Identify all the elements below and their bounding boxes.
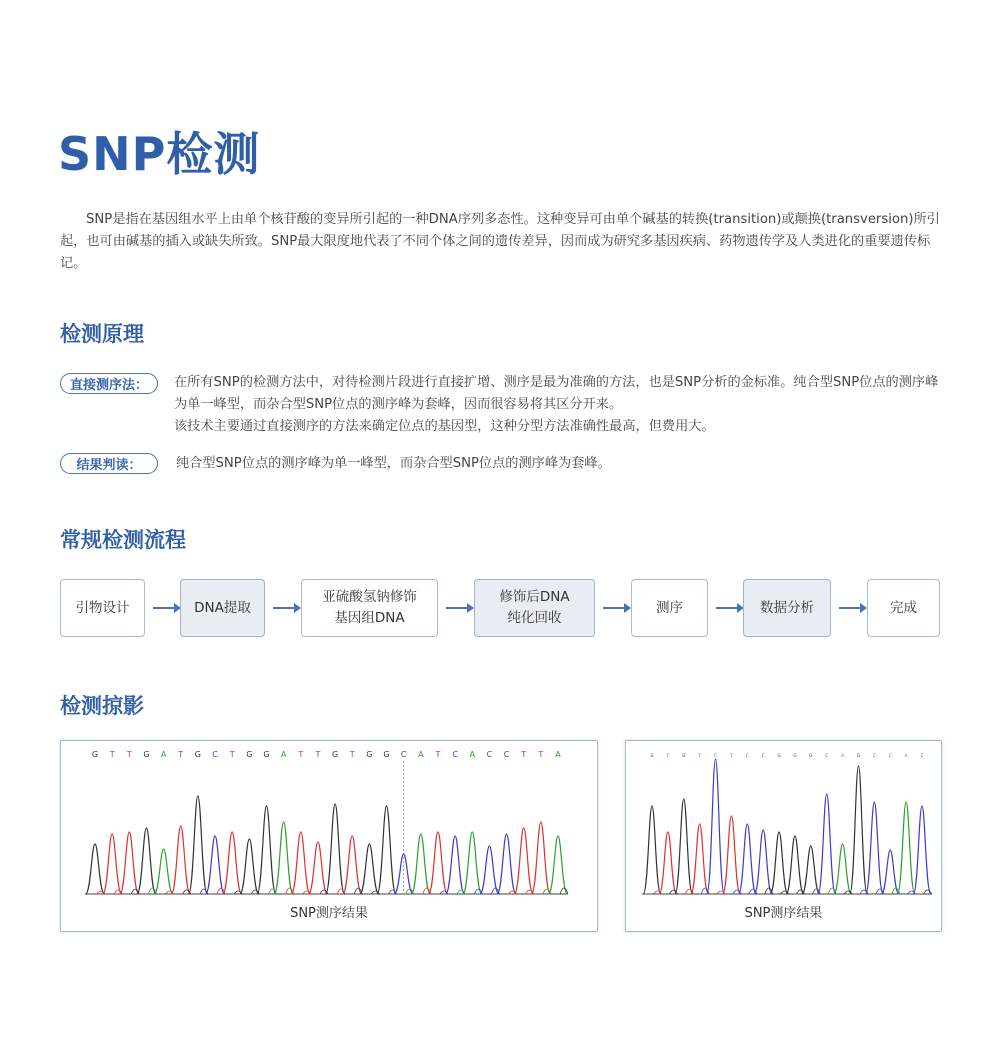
chromatogram-peak: [739, 824, 756, 894]
chromatogram-peak: [514, 828, 533, 894]
chromatogram-peak: [308, 842, 327, 894]
chromatogram-peak: [411, 834, 430, 894]
base-call-label: C: [920, 753, 924, 758]
flow-step-complete: [867, 579, 940, 637]
chromatogram-peak: [691, 824, 708, 894]
chromatogram-right-image: [626, 741, 943, 901]
chromatogram-peak: [897, 802, 914, 894]
direct-sequencing-line1: 在所有SNP的检测方法中，对待检测片段进行直接扩增、测序是最为准确的方法，也是SNP分析的金标准。纯合型SNP位点的测序峰为单一峰型，而杂合型SNP位点的测序峰为套峰，因而很容易将其区分开来。: [174, 375, 939, 412]
flow-step-primer-design: [60, 579, 145, 637]
base-call-label: T: [698, 753, 701, 758]
chromatogram-peak: [103, 834, 122, 894]
chromatogram-peak: [770, 832, 787, 894]
chromatogram-peak: [360, 844, 379, 894]
chromatogram-peak: [86, 844, 105, 894]
flow-step-line: 测序: [656, 599, 683, 616]
chromatogram-peak: [171, 826, 190, 894]
base-call-label: C: [888, 753, 892, 758]
chromatogram-peak: [223, 832, 242, 894]
base-call-label: T: [126, 750, 132, 759]
base-call-label: T: [538, 750, 544, 759]
chromatogram-peak: [549, 836, 568, 894]
base-call-label: G: [809, 753, 813, 758]
base-call-label: T: [730, 753, 733, 758]
flow-step-purification: [474, 579, 595, 637]
chromatogram-peak: [913, 806, 930, 894]
base-call-label: G: [91, 750, 99, 759]
chromatogram-peak: [723, 816, 740, 894]
flow-step-line: 纯化回收: [507, 610, 562, 626]
base-call-label: G: [246, 750, 253, 759]
base-call-label: G: [650, 753, 654, 758]
chromatogram-right-panel: [625, 740, 942, 932]
chromatogram-peak: [531, 822, 550, 894]
base-call-label: G: [366, 750, 373, 759]
base-call-label: A: [555, 750, 561, 759]
chromatogram-peak: [659, 832, 676, 894]
base-call-label: C: [503, 750, 510, 759]
base-call-label: C: [761, 753, 765, 758]
base-call-label: C: [400, 750, 407, 759]
base-call-label: T: [349, 750, 355, 759]
flow-step-bisulfite: [301, 579, 438, 637]
photos-heading: 检测掠影: [60, 694, 144, 718]
chromatogram-peak: [377, 806, 396, 894]
chromatogram-peak: [497, 834, 516, 894]
chromatogram-peak: [866, 802, 883, 894]
base-call-label: T: [178, 750, 184, 759]
base-call-label: C: [452, 750, 458, 759]
base-call-label: A: [841, 753, 844, 758]
result-reading-label: 结果判读：: [60, 453, 158, 474]
chromatogram-peak: [818, 794, 835, 894]
base-call-label: A: [418, 750, 424, 759]
chromatogram-peak: [480, 846, 499, 894]
base-call-label: C: [825, 753, 829, 758]
chromatogram-peak: [754, 830, 771, 894]
chromatogram-peak: [802, 846, 819, 894]
chromatogram-peak: [429, 832, 448, 894]
base-call-label: T: [435, 750, 441, 759]
flow-step-line: 完成: [890, 599, 917, 616]
flow-step-line: 基因组DNA: [334, 610, 405, 626]
flow-arrow-icon: [153, 607, 175, 609]
base-call-label: A: [904, 753, 908, 758]
flow-step-line: 数据分析: [760, 599, 814, 616]
chromatogram-left-caption: SNP测序结果: [290, 906, 368, 921]
base-call-label: C: [714, 753, 717, 758]
base-call-label: T: [109, 750, 115, 759]
chromatogram-peak: [850, 766, 867, 894]
chromatogram-peak: [882, 850, 899, 894]
base-call-label: C: [212, 750, 218, 759]
flow-step-line: 修饰后DNA: [499, 589, 570, 605]
result-reading-text: 纯合型SNP位点的测序峰为单一峰型，而杂合型SNP位点的测序峰为套峰。: [176, 456, 611, 471]
page-title: SNP检测: [58, 127, 261, 181]
flow-step-line: 引物设计: [75, 599, 130, 616]
base-call-label: C: [872, 753, 876, 758]
base-call-label: A: [280, 750, 287, 759]
chromatogram-peak: [274, 822, 293, 894]
base-call-label: C: [486, 750, 493, 759]
principle-heading: 检测原理: [60, 322, 144, 346]
base-call-label: G: [777, 753, 781, 758]
chromatogram-peak: [188, 796, 207, 894]
chromatogram-peak: [446, 836, 465, 894]
flow-step-dna-extraction: [180, 579, 265, 637]
base-call-label: G: [263, 750, 270, 759]
direct-sequencing-label: 直接测序法：: [60, 373, 158, 394]
chromatogram-peak: [343, 836, 362, 894]
base-call-label: T: [315, 750, 321, 759]
chromatogram-peak: [206, 836, 225, 894]
flow-step-sequencing: [631, 579, 708, 637]
flow-arrow-icon: [446, 607, 468, 609]
direct-sequencing-text: [174, 372, 944, 438]
chromatogram-left-image: [61, 741, 599, 901]
chromatogram-peak: [291, 832, 310, 894]
base-call-label: G: [194, 750, 201, 759]
flow-step-line: DNA提取: [194, 599, 251, 616]
chromatogram-peak: [675, 799, 692, 894]
chromatogram-peak: [120, 832, 139, 894]
flow-arrow-icon: [839, 607, 861, 609]
chromatogram-left-panel: [60, 740, 598, 932]
chromatogram-peak: [257, 806, 276, 894]
flow-step-line: 亚硫酸氢钠修饰: [322, 589, 417, 605]
base-call-label: G: [331, 750, 339, 759]
chromatogram-peak: [786, 836, 803, 894]
chromatogram-right-caption: SNP测序结果: [744, 906, 823, 921]
chromatogram-peak: [463, 832, 482, 894]
workflow-flow: [60, 579, 940, 637]
base-call-label: A: [160, 750, 167, 759]
chromatogram-peak: [707, 759, 724, 894]
chromatogram-peak: [643, 806, 660, 894]
flow-step-data-analysis: [743, 579, 831, 637]
intro-paragraph: SNP是指在基因组水平上由单个核苷酸的变异所引起的一种DNA序列多态性。这种变异可由单个碱基的转换(transition)或颠换(transversion)所引起，也可由碱基的插入或缺失所致。SNP最大限度地代表了不同个体之间的遗传差异，因而成为研究多基因疾病、药物遗传学及人类进化的重要遗传标记。: [60, 212, 940, 271]
direct-sequencing-line2: 该技术主要通过直接测序的方法来确定位点的基因型，这种分型方法准确性最高，但费用大。: [174, 419, 715, 434]
base-call-label: A: [469, 750, 476, 759]
chromatogram-peak: [154, 849, 173, 894]
base-call-label: G: [682, 753, 686, 758]
chromatogram-peak: [137, 828, 156, 894]
flow-arrow-icon: [716, 607, 738, 609]
chromatogram-peak: [240, 839, 259, 894]
base-call-label: G: [793, 753, 797, 758]
base-call-label: T: [229, 750, 235, 759]
chromatogram-peak: [834, 844, 851, 894]
flow-arrow-icon: [273, 607, 295, 609]
workflow-heading: 常规检测流程: [60, 528, 186, 552]
flow-arrow-icon: [603, 607, 625, 609]
base-call-label: C: [745, 753, 749, 758]
base-call-label: T: [666, 753, 670, 758]
base-call-label: T: [521, 750, 527, 759]
chromatogram-peak: [326, 804, 345, 894]
base-call-label: G: [856, 753, 861, 758]
base-call-label: G: [383, 750, 390, 759]
base-call-label: G: [143, 750, 150, 759]
base-call-label: T: [298, 750, 304, 759]
